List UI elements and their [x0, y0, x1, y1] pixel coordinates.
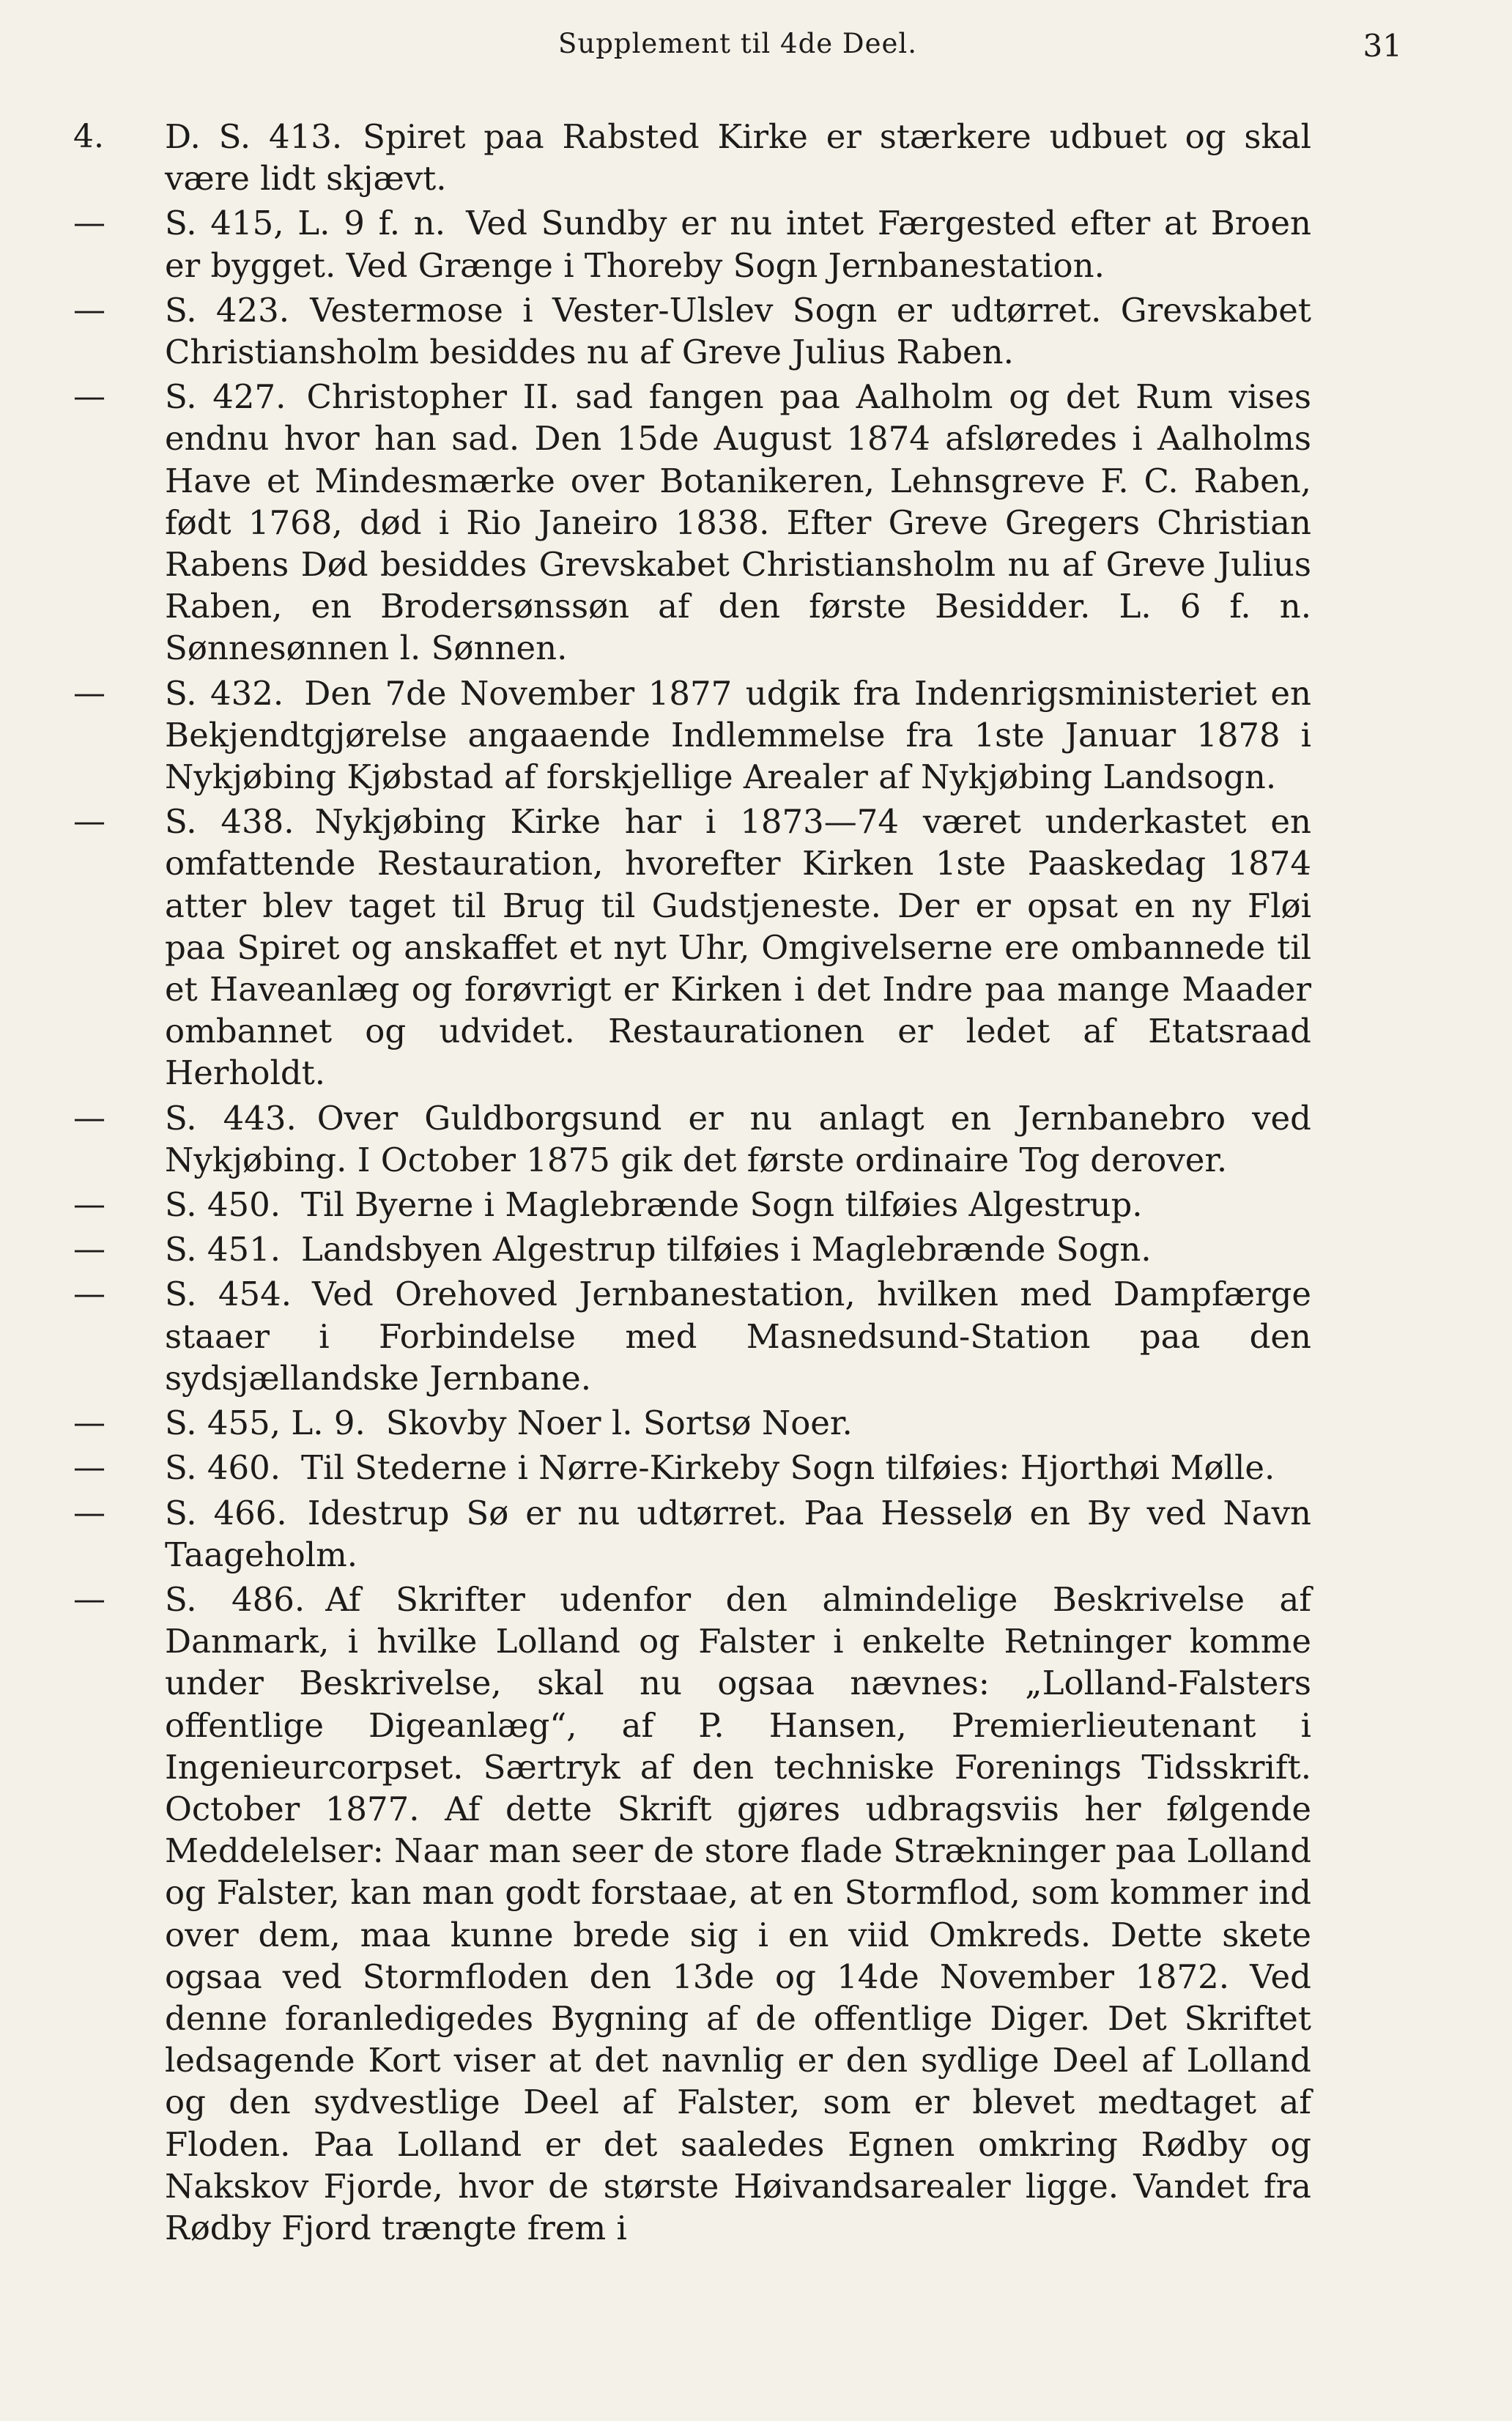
entry-reference: S. 438.	[165, 802, 294, 842]
entry-mark: —	[73, 1099, 105, 1137]
entry-body	[165, 1492, 1311, 1576]
entry-body	[165, 1579, 1311, 2249]
entry-text: Ved Sundby er nu intet Færgested efter at Broen er bygget. Ved Grænge i Thoreby Sogn Jernbanestation.	[165, 204, 1311, 285]
entry-text: Over Guldborgsund er nu anlagt en Jernbanebro ved Nykjøbing. I October 1875 gik det første ordinaire Tog derover.	[165, 1098, 1311, 1179]
entry-text: Christopher II. sad fangen paa Aalholm og det Rum vises endnu hvor han sad. Den 15de August 1874 afsløredes i Aalholms Have et Mindesmærke over Botanikeren, Lehnsgreve F. C. Raben, født 1768, død i Rio Janeiro 1838. Efter Greve Gregers Christian Rabens Død besiddes Grevskabet Christiansholm nu af Greve Julius Raben, en Brodersønssøn af den første Besidder. L. 6 f. n. Sønnesønnen l. Sønnen.	[165, 377, 1311, 668]
entry-reference: S. 427.	[165, 377, 286, 417]
entry-text: Af Skrifter udenfor den almindelige Beskrivelse af Danmark, i hvilke Lolland og Falster i enkelte Retninger komme under Beskrivelse, skal nu ogsaa nævnes: „Lolland-Falsters offentlige Digeanlæg“, af P. Hansen, Premierlieutenant i Ingenieurcorpset. Særtryk af den techniske Forenings Tidsskrift. October 1877. Af dette Skrift gjøres udbragsviis her følgende Meddelelser: Naar man seer de store flade Strækninger paa Lolland og Falster, kan man godt forstaae, at en Stormflod, som kommer ind over dem, maa kunne brede sig i en viid Omkreds. Dette skete ogsaa ved Stormfloden den 13de og 14de November 1872. Ved denne foranledigedes Bygning af de offentlige Diger. Det Skriftet ledsagende Kort viser at det navnlig er den sydlige Deel af Lolland og den sydvestlige Deel af Falster, som er blevet medtaget af Floden. Paa Lolland er det saaledes Egnen omkring Rødby og Nakskov Fjorde, hvor de største Høivandsarealer ligge. Vandet fra Rødby Fjord trængte frem i	[165, 1579, 1312, 2247]
list-item	[73, 1402, 1311, 1444]
list-item	[73, 116, 1311, 199]
entry-text: Idestrup Sø er nu udtørret. Paa Hesselø en By ved Navn Taageholm.	[165, 1493, 1311, 1574]
list-item	[73, 1273, 1311, 1399]
entry-mark: —	[73, 291, 105, 329]
entry-mark: 4.	[73, 118, 104, 155]
entry-body	[165, 672, 1311, 798]
entry-body	[165, 1228, 1311, 1270]
page-number: 31	[1363, 28, 1402, 64]
entry-reference: S. 450.	[165, 1185, 281, 1225]
running-head: Supplement til 4de Deel.	[558, 28, 917, 59]
entry-mark: —	[73, 204, 105, 242]
entry-reference: S. 460.	[165, 1448, 281, 1488]
list-item	[73, 801, 1311, 1094]
list-item	[73, 1447, 1311, 1488]
entry-text: Landsbyen Algestrup tilføies i Maglebrænde Sogn.	[301, 1230, 1152, 1269]
entry-mark: —	[73, 1404, 105, 1442]
entry-text: Til Stederne i Nørre-Kirkeby Sogn tilføies: Hjorthøi Mølle.	[301, 1448, 1275, 1488]
entry-text: Ved Orehoved Jernbanestation, hvilken med Dampfærge staaer i Forbindelse med Masnedsund-Station paa den sydsjællandske Jernbane.	[165, 1275, 1312, 1398]
entry-mark: —	[73, 1449, 105, 1487]
entry-body	[165, 1447, 1311, 1488]
entry-body	[165, 289, 1311, 373]
page-header	[73, 28, 1402, 72]
list-item	[73, 376, 1311, 669]
entry-reference: S. 443.	[165, 1098, 297, 1138]
entry-text: Den 7de November 1877 udgik fra Indenrigsministeriet en Bekjendtgjørelse angaaende Indlemmelse fra 1ste Januar 1878 i Nykjøbing Kjøbstad af forskjellige Arealer af Nykjøbing Landsogn.	[165, 673, 1311, 797]
list-item	[73, 672, 1311, 798]
list-item	[73, 1097, 1311, 1181]
entry-text: Spiret paa Rabsted Kirke er stærkere udbuet og skal være lidt skjævt.	[165, 117, 1311, 199]
list-item	[73, 1184, 1311, 1226]
entry-mark: —	[73, 378, 105, 416]
entry-text: Vestermose i Vester-Ulslev Sogn er udtørret. Grevskabet Christiansholm besiddes nu af Greve Julius Raben.	[165, 290, 1311, 372]
list-item	[73, 202, 1311, 286]
entry-reference: S. 455, L. 9.	[165, 1404, 366, 1443]
entry-body	[165, 1402, 1311, 1444]
entry-reference: S. 451.	[165, 1230, 281, 1269]
entry-text: Skovby Noer l. Sortsø Noer.	[385, 1404, 853, 1443]
entry-mark: —	[73, 674, 105, 712]
entry-body	[165, 376, 1311, 669]
entry-text: Til Byerne i Maglebrænde Sogn tilføies Algestrup.	[301, 1185, 1143, 1225]
entry-mark: —	[73, 803, 105, 841]
entry-mark: —	[73, 1494, 105, 1532]
entry-reference: S. 432.	[165, 673, 284, 713]
entry-mark: —	[73, 1580, 105, 1618]
entry-body	[165, 801, 1311, 1094]
entry-body	[165, 1273, 1311, 1399]
entry-body	[165, 202, 1311, 286]
entry-mark: —	[73, 1275, 105, 1313]
entry-reference: S. 486.	[165, 1579, 305, 1619]
entry-list	[73, 116, 1311, 2252]
entry-reference: S. 423.	[165, 290, 290, 330]
list-item	[73, 1492, 1311, 1576]
entry-reference: S. 454.	[165, 1275, 292, 1314]
entry-reference: D. S. 413.	[165, 117, 343, 156]
list-item	[73, 1228, 1311, 1270]
entry-text: Nykjøbing Kirke har i 1873—74 været underkastet en omfattende Restauration, hvorefter Kirken 1ste Paaskedag 1874 atter blev taget til Brug til Gudstjeneste. Der er opsat en ny Fløi paa Spiret og anskaffet et nyt Uhr, Omgivelserne ere ombannede til et Haveanlæg og forøvrigt er Kirken i det Indre paa mange Maader ombannet og udvidet. Restaurationen er ledet af Etatsraad Herholdt.	[165, 802, 1311, 1093]
entry-body	[165, 1184, 1311, 1226]
list-item	[73, 1579, 1311, 2249]
list-item	[73, 289, 1311, 373]
entry-body	[165, 1097, 1311, 1181]
entry-reference: S. 466.	[165, 1493, 287, 1532]
entry-body	[165, 116, 1311, 199]
entry-mark: —	[73, 1231, 105, 1269]
entry-mark: —	[73, 1186, 105, 1224]
entry-reference: S. 415, L. 9 f. n.	[165, 204, 446, 243]
